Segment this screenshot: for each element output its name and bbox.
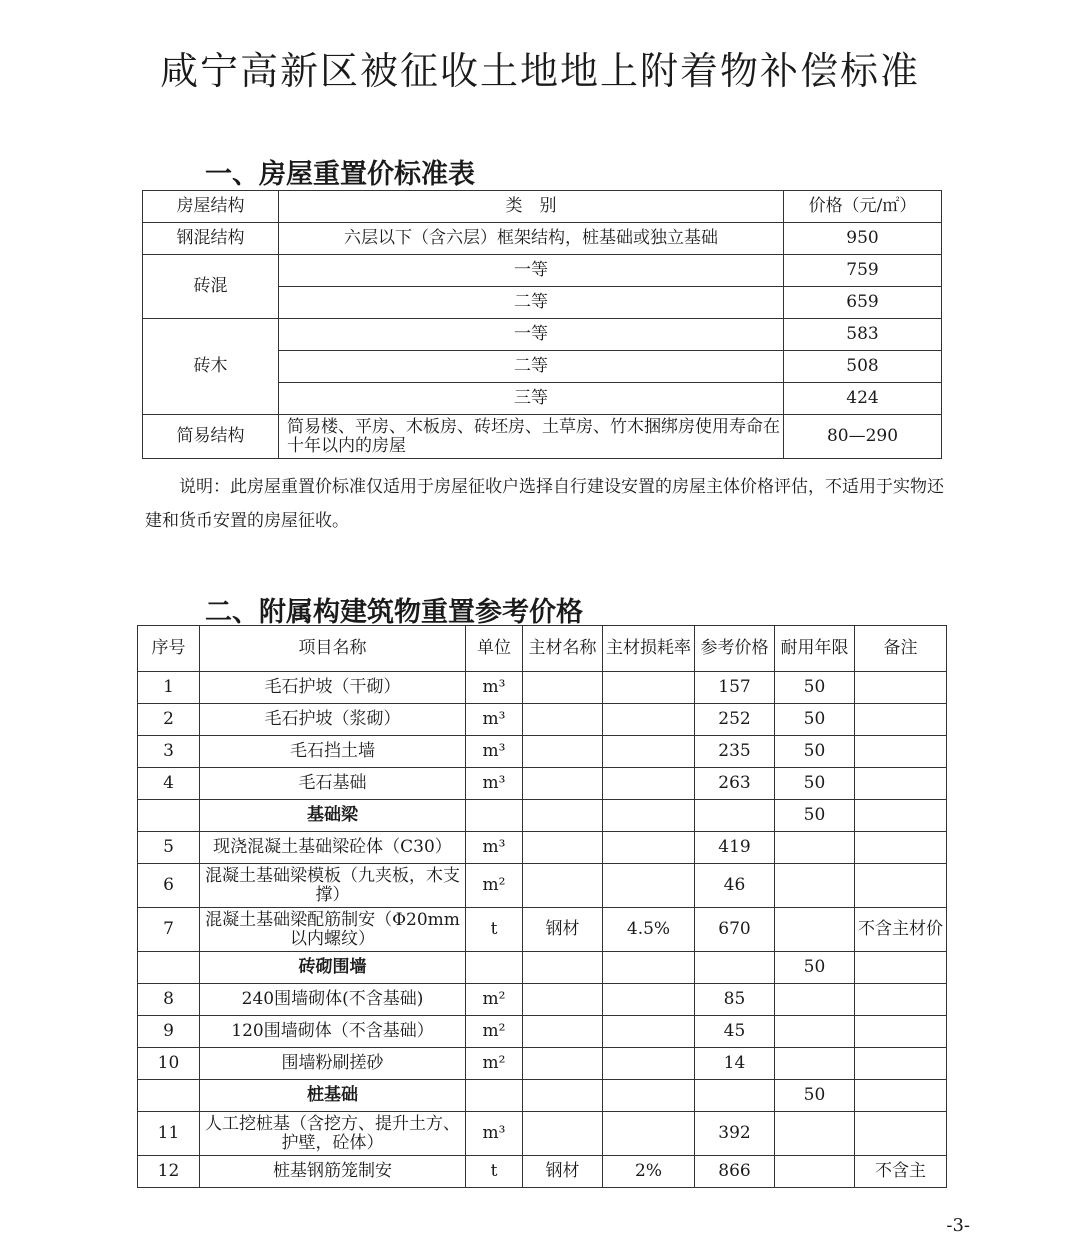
unit-cell: t [466, 1156, 523, 1188]
material-cell [523, 1080, 603, 1112]
section2-heading: 二、附属构建筑物重置参考价格 [205, 597, 583, 628]
price-cell: 45 [695, 1016, 775, 1048]
name-cell: 120围墙砌体（不含基础） [200, 1016, 466, 1048]
header-category: 类 别 [279, 191, 784, 223]
price-cell: 583 [784, 319, 942, 351]
unit-cell: t [466, 908, 523, 952]
header-no: 序号 [138, 626, 200, 672]
table-row [138, 864, 947, 908]
header-material: 主材名称 [523, 626, 603, 672]
table-row [138, 1112, 947, 1156]
price-cell: 950 [784, 223, 942, 255]
loss-rate-cell [603, 984, 695, 1016]
price-cell: 157 [695, 672, 775, 704]
structure-cell: 钢混结构 [143, 223, 279, 255]
category-cell: 一等 [279, 255, 784, 287]
name-cell: 混凝土基础梁模板（九夹板，木支撑） [200, 864, 466, 908]
life-cell [775, 864, 855, 908]
material-cell [523, 768, 603, 800]
header-loss-rate: 主材损耗率 [603, 626, 695, 672]
document-title: 咸宁高新区被征收土地地上附着物补偿标准 [159, 49, 920, 93]
loss-rate-cell [603, 704, 695, 736]
table-row [138, 908, 947, 952]
life-cell [775, 908, 855, 952]
category-cell: 一等 [279, 319, 784, 351]
table-row [143, 223, 942, 255]
name-cell: 240围墙砌体(不含基础) [200, 984, 466, 1016]
life-cell [775, 832, 855, 864]
table-row [138, 768, 947, 800]
unit-cell: m³ [466, 736, 523, 768]
life-cell [775, 984, 855, 1016]
table-row [143, 319, 942, 351]
header-name: 项目名称 [200, 626, 466, 672]
no-cell: 7 [138, 908, 200, 952]
table-row [138, 672, 947, 704]
loss-rate-cell [603, 1048, 695, 1080]
no-cell: 5 [138, 832, 200, 864]
material-cell [523, 704, 603, 736]
name-cell: 桩基钢筋笼制安 [200, 1156, 466, 1188]
category-cell: 三等 [279, 383, 784, 415]
no-cell: 3 [138, 736, 200, 768]
no-cell: 6 [138, 864, 200, 908]
table-row [138, 832, 947, 864]
no-cell: 9 [138, 1016, 200, 1048]
table-row [138, 984, 947, 1016]
unit-cell: m² [466, 1016, 523, 1048]
table-row [138, 704, 947, 736]
unit-cell: m³ [466, 704, 523, 736]
unit-cell [466, 1080, 523, 1112]
material-cell [523, 864, 603, 908]
structure-cell: 砖混 [143, 255, 279, 319]
table-row [138, 736, 947, 768]
table-header-row [138, 626, 947, 672]
loss-rate-cell [603, 1080, 695, 1112]
name-cell: 毛石护坡（浆砌） [200, 704, 466, 736]
remark-cell [855, 832, 947, 864]
unit-cell: m³ [466, 1112, 523, 1156]
unit-cell: m² [466, 864, 523, 908]
name-cell: 砖砌围墙 [200, 952, 466, 984]
price-cell [695, 952, 775, 984]
material-cell [523, 952, 603, 984]
no-cell: 12 [138, 1156, 200, 1188]
unit-cell: m³ [466, 768, 523, 800]
remark-cell [855, 1016, 947, 1048]
loss-rate-cell [603, 800, 695, 832]
structure-cell: 简易结构 [143, 415, 279, 459]
material-cell [523, 736, 603, 768]
category-cell: 二等 [279, 351, 784, 383]
remark-cell [855, 800, 947, 832]
name-cell: 桩基础 [200, 1080, 466, 1112]
category-cell: 简易楼、平房、木板房、砖坯房、土草房、竹木捆绑房使用寿命在十年以内的房屋 [279, 415, 784, 459]
category-cell: 二等 [279, 287, 784, 319]
page-number: -3- [946, 1215, 970, 1236]
attached-structures-table [137, 625, 947, 1188]
price-cell: 252 [695, 704, 775, 736]
name-cell: 混凝土基础梁配筋制安（Φ20mm以内螺纹） [200, 908, 466, 952]
life-cell: 50 [775, 704, 855, 736]
price-cell: 419 [695, 832, 775, 864]
life-cell: 50 [775, 952, 855, 984]
unit-cell: m² [466, 984, 523, 1016]
remark-cell [855, 768, 947, 800]
price-cell: 14 [695, 1048, 775, 1080]
remark-cell [855, 704, 947, 736]
name-cell: 毛石基础 [200, 768, 466, 800]
no-cell [138, 952, 200, 984]
price-cell: 85 [695, 984, 775, 1016]
remark-cell [855, 864, 947, 908]
life-cell: 50 [775, 736, 855, 768]
remark-cell [855, 1080, 947, 1112]
name-cell: 人工挖桩基（含挖方、提升土方、护壁，砼体） [200, 1112, 466, 1156]
loss-rate-cell: 2% [603, 1156, 695, 1188]
table-row [143, 415, 942, 459]
no-cell: 2 [138, 704, 200, 736]
material-cell [523, 1112, 603, 1156]
life-cell [775, 1156, 855, 1188]
remark-cell [855, 736, 947, 768]
life-cell: 50 [775, 672, 855, 704]
life-cell: 50 [775, 1080, 855, 1112]
price-cell: 46 [695, 864, 775, 908]
price-cell: 508 [784, 351, 942, 383]
table-row [143, 255, 942, 287]
unit-cell: m³ [466, 672, 523, 704]
header-service-life: 耐用年限 [775, 626, 855, 672]
life-cell [775, 1048, 855, 1080]
subheading-row [138, 800, 947, 832]
name-cell: 围墙粉刷搓砂 [200, 1048, 466, 1080]
loss-rate-cell: 4.5% [603, 908, 695, 952]
loss-rate-cell [603, 1016, 695, 1048]
subheading-row [138, 952, 947, 984]
price-cell: 263 [695, 768, 775, 800]
header-unit: 单位 [466, 626, 523, 672]
unit-cell: m² [466, 1048, 523, 1080]
price-cell: 392 [695, 1112, 775, 1156]
price-cell: 659 [784, 287, 942, 319]
table-row [138, 1156, 947, 1188]
section1-heading: 一、房屋重置价标准表 [205, 159, 475, 190]
price-cell: 424 [784, 383, 942, 415]
price-cell: 80—290 [784, 415, 942, 459]
material-cell [523, 1016, 603, 1048]
section1-note: 说明：此房屋重置价标准仅适用于房屋征收户选择自行建设安置的房屋主体价格评估，不适用于实物还建和货币安置的房屋征收。 [145, 477, 944, 531]
header-price: 价格（元/㎡） [784, 191, 942, 223]
no-cell: 11 [138, 1112, 200, 1156]
price-cell: 670 [695, 908, 775, 952]
remark-cell [855, 1112, 947, 1156]
name-cell: 基础梁 [200, 800, 466, 832]
no-cell: 8 [138, 984, 200, 1016]
name-cell: 毛石挡土墙 [200, 736, 466, 768]
remark-cell [855, 1048, 947, 1080]
no-cell: 4 [138, 768, 200, 800]
material-cell: 钢材 [523, 908, 603, 952]
category-cell: 六层以下（含六层）框架结构，桩基础或独立基础 [279, 223, 784, 255]
price-cell [695, 800, 775, 832]
header-ref-price: 参考价格 [695, 626, 775, 672]
unit-cell [466, 952, 523, 984]
loss-rate-cell [603, 736, 695, 768]
remark-cell [855, 672, 947, 704]
no-cell: 1 [138, 672, 200, 704]
name-cell: 毛石护坡（干砌） [200, 672, 466, 704]
loss-rate-cell [603, 1112, 695, 1156]
price-cell [695, 1080, 775, 1112]
material-cell [523, 984, 603, 1016]
material-cell [523, 800, 603, 832]
price-cell: 866 [695, 1156, 775, 1188]
no-cell [138, 800, 200, 832]
material-cell [523, 1048, 603, 1080]
remark-cell [855, 984, 947, 1016]
material-cell [523, 672, 603, 704]
remark-cell: 不含主材价 [855, 908, 947, 952]
remark-cell [855, 952, 947, 984]
header-structure: 房屋结构 [143, 191, 279, 223]
price-cell: 235 [695, 736, 775, 768]
life-cell [775, 1016, 855, 1048]
loss-rate-cell [603, 952, 695, 984]
house-price-table [142, 190, 942, 459]
table-row [138, 1016, 947, 1048]
no-cell: 10 [138, 1048, 200, 1080]
unit-cell: m³ [466, 832, 523, 864]
life-cell [775, 1112, 855, 1156]
life-cell: 50 [775, 800, 855, 832]
remark-cell: 不含主 [855, 1156, 947, 1188]
loss-rate-cell [603, 864, 695, 908]
material-cell [523, 832, 603, 864]
price-cell: 759 [784, 255, 942, 287]
subheading-row [138, 1080, 947, 1112]
no-cell [138, 1080, 200, 1112]
material-cell: 钢材 [523, 1156, 603, 1188]
loss-rate-cell [603, 832, 695, 864]
name-cell: 现浇混凝土基础梁砼体（C30） [200, 832, 466, 864]
structure-cell: 砖木 [143, 319, 279, 415]
loss-rate-cell [603, 768, 695, 800]
header-remark: 备注 [855, 626, 947, 672]
unit-cell [466, 800, 523, 832]
life-cell: 50 [775, 768, 855, 800]
table-row [138, 1048, 947, 1080]
loss-rate-cell [603, 672, 695, 704]
